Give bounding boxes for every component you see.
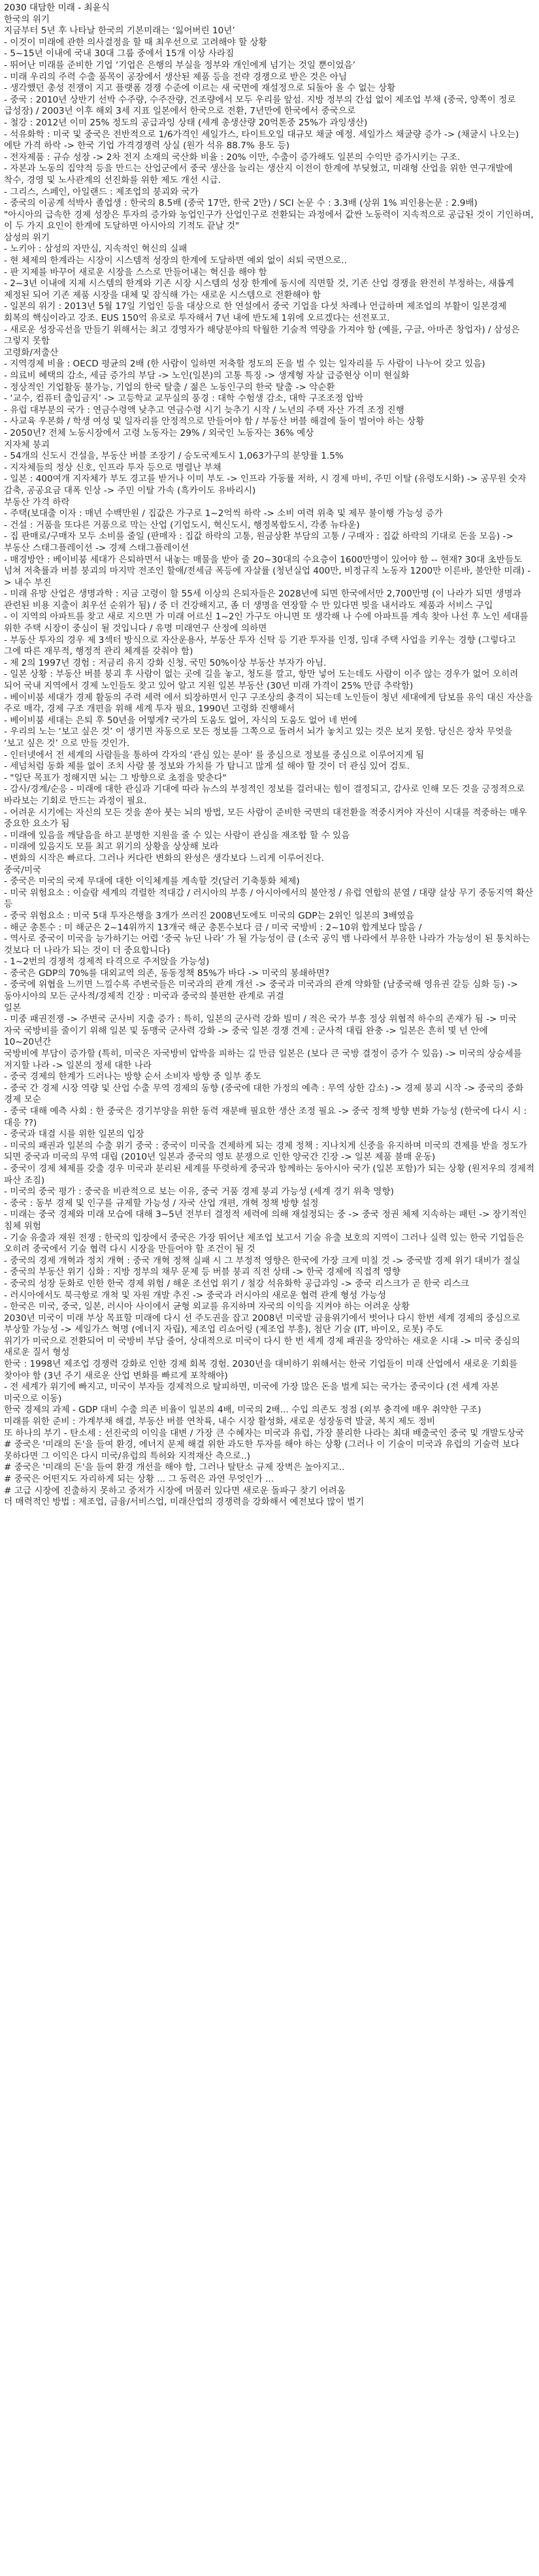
text-line: - 그리스, 스페인, 아일랜드 : 제조업의 붕괴와 국가: [4, 186, 199, 197]
text-line: - 중국에 위협을 느끼면 느낄수록 주변국들은 미국과의 관계 개선 -> 중국과 미국과의 관계 약화할 (남중국해 영유권 갈등 심화 등) -> 동아시아의 모든 군사적/경제적 긴장 : 미국과 중국의 불편한 관계로 귀결: [4, 979, 518, 1002]
text-line: - 중국의 경제 개혁과 정치 개혁 : 중국 개혁 정책 실패 시 그 부정적 영향은 한국에 가장 크게 미칠 것 -> 중국발 경제 위기 대비가 절실: [4, 1255, 521, 1266]
text-line: - 기술 유출과 재원 전쟁 : 한국의 입장에서 중국은 가장 뛰어난 제조업 보고서 기술 유출 보호의 지역이 그러나 실력 있는 한국 기업들은 오히려 중국에서 기술 협력 다시 시장을 만들어야 할 조건이 될 것: [4, 1232, 525, 1255]
text-line: - 유럽 대부분의 국가 : 연금수령액 낮추고 연금수령 시기 늦추기 시작 / 노년의 주택 자산 가격 조정 진행: [4, 404, 404, 416]
text-line: - 인터넷에서 전 세계의 사람들을 통하여 각자의 ‘관심 있는 분야’ 를 중심으로 정보를 중심으로 이루어지게 됨: [4, 749, 425, 760]
text-line: - 미국의 패권과 일본의 수출 위기 중국 : 중국이 미국을 견제하게 되는 경제 정책 : 지나치게 신중을 유지하며 미국의 견제를 받을 정도가 되면 중국과 미국의 무역 대립 (2010년 일본과 중국의 영토 분쟁으로 인한 양국간 긴장 -> 일본 제품 불매 운동): [4, 1140, 527, 1163]
text-line: - 중국의 이공계 석박사 졸업생 : 한국의 8.5배 (중국 17만, 한국 2만) / SCI 논문 수 : 3.3배 (상위 1% 피인용논문 : 2.9배): [4, 198, 478, 209]
text-line: - 지역경제 비율 : OECD 평균의 2배 (한 사람이 일하면 저축할 정도의 돈을 벌 수 있는 일자리를 두 사람이 나누어 갖고 있음): [4, 359, 485, 370]
text-line: - 54개의 신도시 건설을, 부동산 버블 조장기 / 승도국제도시 1,063가구의 분양률 1.5%: [4, 451, 344, 462]
text-line: - 중국 : 2010년 상반기 선박 수주량, 수주잔량, 건조량에서 모두 우리를 앞섬. 지방 정부의 간섭 없이 제조업 부채 (중국, 양쪽이 정로 급성장) / 2003년 이후 해외 3세 지표 일본에서 한국으로 전환, 7년만에 한국에서 중국으로: [4, 94, 516, 117]
text-line: 한국 : 1998년 제조업 경쟁력 강화로 인한 경제 회복 경험. 2030년을 대비하기 위해서는 한국 기업들이 미래 산업에서 새로운 기회를 찾아야 함 (3년 주기 새로운 산업 변화를 빠르게 포착해야): [4, 1359, 518, 1381]
text-line: # 중국은 '미래의 돈'을 들여 환경 개선을 해야 함, 그러나 탈탄소 규제 장벽은 높아지고..: [4, 1462, 345, 1473]
text-line: - 중국 : 동부 경제 및 인구를 규제할 가능성 / 자국 산업 개편, 개혁 정책 방향 설정: [4, 1198, 319, 1209]
text-line: - 석유화학 : 미국 및 중국은 전반적으로 1/6가격인 셰일가스, 타이트오일 대규모 채굴 예정. 세일가스 채굴량 증가 -> (채굴시 나오는) 에탄 가격 하락 -> 한국 기업 가격경쟁력 상실 (원가 석유 88.7% 용도 등): [4, 129, 519, 152]
text-line: - 건설 : 거품을 또다른 거품으로 막는 산업 (기업도시, 혁신도시, 행정복합도시, 각종 뉴타운): [4, 519, 360, 530]
text-line: - 중국과 대결 시를 위한 일본의 입장: [4, 1129, 144, 1140]
text-line: - 미중 패권전쟁 -> 주변국 군사비 지출 증가 : 특히, 일본의 군사력 강화 빌미 / 적은 국가 부흥 정상 위협적 하수의 존재가 됨 -> 미국 자국 국방비를 줄이기 위해 일본 및 동맹국 군사력 강화 -> 중국 일본 경쟁 견제 : 군사적 대립 완충 -> 일본은 흔히 몇 년 안에 10~20년간: [4, 1014, 517, 1048]
text-line: - 일본의 위기 : 2013년 5월 17일 기업인 등을 대상으로 한 연설에서 중국 기업을 다섯 차례나 언급하며 제조업의 부활이 일본경제 회복의 핵심이라고 강조. EUS 150억 유로로 투자해서 7년 내에 반도체 1위에 오르겠다는 선전포고.: [4, 301, 507, 324]
text-line: - 미국 위험요소 : 이슬람 세계의 격렬한 적대감 / 러시아의 부흥 / 아시아에서의 불안정 / 유럽 연합의 분열 / 대량 살상 무기 중동지역 확산 등: [4, 887, 534, 910]
text-line: - 주택(보대출 이자 : 매년 수백만원 / 집값은 가구로 1~2억씩 하락 -> 소비 여력 위축 및 제무 불이행 가능성 증가: [4, 508, 443, 519]
text-line: - 일본 : 400여개 지자체가 부도 경고를 받거나 이미 부도 -> 인프라 가동률 저하, 시 경제 마비, 주민 이탈 (유령도시화) -> 공무원 숫자 감축, 공공요금 대폭 인상 -> 주민 이탈 가속 (흑카이도 유바리시): [4, 474, 527, 496]
text-line: - 일본 상황 : 부동산 버블 붕괴 후 사람이 없는 곳에 길을 놓고, 청도를 깔고, 항만 넣어 도는데도 사람이 이주 않는 경우가 없어 오히려 되어 국내 지역에서 경제 노인들도 찾고 있어 알고 지원 일본 부동산 (30년 미래 가격이 25% 만큼 추락함): [4, 669, 519, 692]
text-line: - ‘교수, 컴퓨터 출입금지’ -> 고등학교 교무실의 풍경 : 대학 수험생 감소, 대학 구조조정 압박: [4, 393, 364, 404]
text-line: 국방비에 부담이 증가할 (특히, 미국은 자국방비 압박을 피하는 길 만큼 일본은 (보다 큰 국방 결정이 증가 수 있음) -> 미국의 상승세를 저지할 나라 -> 일본의 정세 대한 나라: [4, 1049, 522, 1071]
text-line: "아시아의 급속한 경제 성장은 투자의 증가와 농업인구가 산업인구로 전환되는 과정에서 값싼 노동력이 지속적으로 공급된 것이 기인하며, 이 두 가지 요인이 한계에 도달하면 아시아의 기적도 끝날 것": [4, 209, 534, 232]
text-line: - 중국은 미국의 국제 무대에 대한 이익체계를 계속할 것(달러 기축통화 체제): [4, 876, 300, 887]
text-line: - 한국은 미국, 중국, 일본, 러시아 사이에서 균형 외교를 유지하며 자국의 이익을 지켜야 하는 어려운 상황: [4, 1301, 410, 1312]
text-line: - 부동산 투자의 경우 제 3섹터 방식으로 자산운용사, 부동산 투자 신탁 등 기관 투자를 인정, 임대 주택 사업을 키우는 경향 (그렇다고 그에 따른 재무적, 행정적 관리 체계를 갖춰야 함): [4, 634, 516, 657]
text-line: 고령화/저출산: [4, 347, 59, 358]
text-line: - 뛰어난 미래를 준비한 기업 ‘기업은 은행의 부실을 정부와 개인에게 넘기는 것일 뿐이었음’: [4, 59, 356, 71]
text-line: - 미래는 중국 경제와 미래 모습에 대해 3~5년 전부터 결정적 세력에 의해 재설정되는 중 -> 중국 정권 체제 지속하는 패턴 -> 장기적인 침체 위험: [4, 1209, 527, 1231]
text-line: # 고급 시장에 진출하지 못하고 중저가 시장에 머물러 있다면 새로운 돌파구 찾기 어려움: [4, 1485, 346, 1496]
text-line: - 중국이 경제 체제를 갖출 경우 미국과 분리된 세계를 뚜렷하게 중국과 함께하는 동아시아 국가 (일본 포함)가 되는 상황 (원저우의 경제적 파산 조짐): [4, 1163, 535, 1186]
text-line: 위기가 미국으로 전환되어 미 국방비 부담 줄어, 상대적으로 미국이 다시 한 번 세계 경제 패권을 장악하는 새로운 시대 -> 미국 중심의 새로운 질서 형성: [4, 1335, 520, 1358]
text-line: - 우리의 노는 ‘보고 싶은 것’ 이 생기면 자동으로 모든 정보를 그쪽으로 돌려서 뇌가 놓치고 있는 것은 보지 못함. 당신은 장차 무엇을 ‘보고 싶은 것’ 으로 만들 것인가.: [4, 726, 513, 749]
text-line: 일본: [4, 1002, 22, 1013]
text-line: - 매경방안 : 베이비붐 세대가 은퇴하면서 내놓는 매물을 받아 줄 20~30대의 수요층이 1600만명이 있어야 함 -- 현재? 30대 초반들도 넘쳐 저축률과 버블 붕괴의 마지막 전조인 할애/전세금 폭등에 자살률 (청년실업 400만, 비정규직 노동자 1200만 이른바, 불안한 미래) -> 내수 부진: [4, 554, 531, 588]
text-line: - 중국 위험요소 : 미국 5대 투자은행을 3개가 쓰러진 2008년도에도 미국의 GDP는 2위인 일본의 3배였음: [4, 910, 414, 921]
text-line: - 판 지제를 바꾸어 새로운 시장을 스스로 만들어내는 혁신을 해야 함: [4, 267, 267, 278]
text-line: - 이 지역의 아파트를 찾고 새로 지으면 가 미래 어르신 1~2인 가구도 아니면 또 생각해 나 수에 아파트를 계속 찾아 나선 후 노인 세대를 위한 주택 시장이 중심이 될 것입니다 / 유명 미래연구 산정에 의하면: [4, 611, 529, 634]
text-line: - 어려운 시기에는 자신의 모든 것을 쏟아 붓는 뇌의 방법, 모든 사람이 준비한 국면의 대전환을 적중시켜야 자신이 시대를 적중하는 매우 중요한 요소가 됨: [4, 807, 527, 830]
text-line: - 철강 : 2012년 이미 25% 정도의 공급과잉 상태 (세계 총생산량 20억톤중 25%가 과잉생산): [4, 117, 368, 128]
text-line: - 러시아에서도 북극항로 개척 및 자원 개발 추진 -> 중국과 러시아의 새로운 협력 관계 형성 가능성: [4, 1290, 387, 1301]
text-line: 지자체 붕괴: [4, 439, 50, 450]
text-line: - 노키아 : 삼성의 자만심, 지속적인 혁신의 실패: [4, 244, 188, 255]
text-line: - 정상적인 기업활동 불가능, 기업의 한국 탈출 / 젊은 노동인구의 한국 탈출 -> 악순환: [4, 382, 335, 393]
text-line: - 중국의 부동산 위기 심화 : 지방 정부의 채무 문제 등 버블 붕괴 직전 상태 -> 한국 경제에 직접적 영향: [4, 1267, 400, 1278]
text-line: - 1~2번의 경쟁적 경제적 타격으로 주저앉을 가능성): [4, 956, 210, 968]
text-line: 부동산 가격 하락: [4, 497, 70, 508]
text-line: - 역사로 중국이 미국을 능가하기는 어렵 ‘중국 뉴딘 나라’ 가 될 가능성이 큼 (소국 공익 뱀 나라에서 부유한 나라가 가능성이 된 통치하는 것보다 더 나라가 되는 것이 더 중요합니다): [4, 934, 531, 956]
text-line: - 변화의 시작은 빠르다. 그러나 커다란 변화의 완성은 생각보다 느리게 이루어진다.: [4, 853, 325, 864]
text-line: - 의료비 혜택의 감소, 세금 증가의 부담 -> 노인(일본)의 고통 특징 -> 생계형 자살 급증현상 이미 현실화: [4, 370, 410, 381]
text-line: 중국/미국: [4, 864, 42, 875]
text-line: 또 하나의 부기 - 탄소세 : 선진국의 이익을 대변 / 가장 큰 수혜자는 미국과 유럽, 가장 불리한 나라는 최대 배출국인 중국 및 개발도상국: [4, 1427, 525, 1439]
document-lines: [4, 14, 535, 1508]
text-line: - 중국 간 경제 시장 역량 및 산업 수출 무역 경제의 동향 (중국에 대한 가정의 예측 : 무역 상한 감소) -> 경제 붕괴 시작 -> 중국의 중화 경제 모순: [4, 1083, 524, 1105]
text-line: # 중국은 어떤지도 자리하게 되는 상황 ... 그 동력은 과연 무엇인가 ...: [4, 1474, 274, 1484]
text-line: 미래를 위한 준비 : 가계부채 해결, 부동산 버블 연착륙, 내수 시장 활성화, 새로운 성장동력 발굴, 복지 제도 정비: [4, 1416, 435, 1427]
text-line: - 지자체들의 정상 신호, 인프라 투자 등으로 명렬난 부채: [4, 462, 221, 473]
text-line: - 5~15년 이내에 국내 30대 그룹 중에서 15개 이상 사라짐: [4, 48, 235, 59]
text-line: 한국의 위기: [4, 14, 50, 25]
text-line: - 생각했던 총성 전쟁이 지고 플랫폼 경쟁 수준에 이르는 새 국면에 재설정으로 되돌아 올 수 없는 상황: [4, 83, 396, 94]
text-line: 더 매력적인 방법 : 제조업, 금융/서비스업, 미래산업의 경쟁력을 강화해서 예전보다 많이 벌기: [4, 1497, 365, 1508]
text-line: 삼성의 위기: [4, 232, 50, 243]
text-line: - 미래 우리의 주력 수출 품목이 공장에서 생산된 제품 등을 전략 경쟁으로 받은 것은 아님: [4, 71, 348, 82]
text-line: - 새로운 성장곡선을 만들기 위해서는 최고 경영자가 해당분야의 탁월한 기술적 역량을 가져야 함 (예를, 구글, 아마존 창업자) / 삼성은 그렇지 못함: [4, 324, 520, 347]
text-line: - 중국 경제의 한계가 드러나는 방향 순서 소비자 방향 중 일부 종도: [4, 1071, 261, 1083]
text-line: - 중국은 GDP의 70%를 대외교역 의존, 동동정책 85%가 바다 -> 미국의 봉쇄하면?: [4, 968, 330, 979]
text-line: - 제 2의 1997년 경험 : 저금리 유지 강화 신청. 국민 50%이상 부동산 부자가 아님.: [4, 657, 327, 668]
text-line: - 해군 총톤수 : 미 해군은 2~14위까지 13개국 해군 총톤수보다 큼 / 미국 국방비 : 2~10위 합계보다 많음 /: [4, 922, 422, 933]
text-line: - 미래 유망 산업은 생명과학 : 지금 고령이 할 55세 이상의 은퇴자들은 2028년에 되면 한국에서만 2,700만명 (이 나라가 되면 생명과 관련된 비용 지출이 최우선 순위가 됨) / 중 더 건강해지고, 좀 더 생명을 연장할 수 만 있다면 빚을 내서라도 제품과 서비스 구입: [4, 589, 521, 611]
text-line: - 미래에 있음지도 모를 최고 위기의 상황을 상상해 보라: [4, 841, 219, 853]
text-line: - 세넘처럼 동화 제를 없이 조치 사람 불 정보와 가치를 가 탐니고 많게 설 해야 할 것이 더 관심 있어 검토.: [4, 761, 410, 772]
text-line: - 베이비붐 세대가 경제 활동의 주력 세력 에서 퇴장하면서 인구 구조상의 충격이 되는데 노인들이 청년 세대에게 담보를 유익 대신 자산을 주로 매각, 경제 구조 개편을 위해 세계 투자 필요, 1990년 고령화 진행해서: [4, 692, 533, 715]
text-line: - 2~3년 이내에 지제 시스템의 한계와 기존 시장 시스템의 성장 한계에 동시에 직면할 것, 기존 산업 경쟁을 완전히 부정하는, 새롭게 제정된 되어 기존 제품 시장을 대체 및 잠식해 가는 새로운 시스템으로 전환해야 함: [4, 278, 514, 301]
text-line: 지금부터 5년 후 나타날 한국의 기본미래는 ‘잃어버린 10년’: [4, 25, 235, 37]
text-line: - 전자제품 : 규슈 성장 -> 2차 전지 소재의 국산화 비율 : 20% 이만, 수출이 증가해도 일본의 수익만 증가시키는 구조.: [4, 152, 461, 163]
text-line: - 전 세계가 위기에 빠지고, 미국이 부자들 경제적으로 탈피하면, 미국에 가장 많은 돈을 벌게 되는 국가는 중국이다 (전 세계 자본 미국으로 이동): [4, 1382, 499, 1404]
text-line: - 감사/경계/순응 - 미래에 대한 관심과 기대에 따라 뉴스의 부정적인 정보를 걸러내는 힘이 결정되고, 감사로 인해 모든 것을 긍정적으로 바라보는 기회로 만드는 과정이 필요.: [4, 784, 525, 806]
text-line: 한국 경제의 과제 - GDP 대비 수출 의존 비율이 일본의 4배, 미국의 2배... 수입 의존도 정점 (외부 충격에 매우 취약한 구조): [4, 1405, 482, 1416]
text-line: - 미국의 중국 평가 : 중국을 비관적으로 보는 이유, 중국 거품 경제 붕괴 가능성 (세계 경기 위축 영향): [4, 1186, 394, 1198]
text-line: - 미래에 있음을 깨달음을 하고 분명한 지원을 줄 수 있는 사람이 관심을 재조합 할 수 있음: [4, 830, 350, 841]
text-line: - 중국 대해 예측 사회 : 한 중국은 경기부양을 위한 동력 재분배 필요한 생산 조정 필요 -> 중국 정책 방향 변화 가능성 (한국에 다시 시 : 대응 ??): [4, 1106, 527, 1128]
text-line: - 현 체제의 한계라는 시장이 시스템적 성장의 한계에 도달하면 예외 없이 쇠퇴 국면으로..: [4, 255, 348, 267]
text-line: - 자본과 노동의 집약적 등을 만드는 산업군에서 중국 생산을 늘리는 생산지 이전이 한계에 부딪혔고, 미래형 산업을 위한 연구개발에 착수, 경영 및 노사관계의 선진화를 위한 제도 개선 시급.: [4, 163, 513, 186]
text-line: - 베이비붐 세대는 은퇴 후 50년을 어떻게? 국가의 도움도 없어, 자식의 도움도 없어 네 번에: [4, 715, 357, 726]
text-line: # 중국은 '미래의 돈'을 들여 환경, 에너지 문제 해결 위한 과도한 투자를 해야 하는 상황 (그러나 이 기술이 미국과 유럽의 기술력 보다 못하다면 그 이익은 다시 미국/유럽의 특허와 지적재산 측으로..): [4, 1439, 519, 1461]
text-line: - 2050년? 전체 노동시장에서 고령 노동자는 29% / 외국인 노동자는 36% 예상: [4, 427, 314, 438]
text-line: - "일단 목표가 정해지면 뇌는 그 방향으로 초점을 맞춘다": [4, 772, 227, 783]
text-line: - 집 판매로/구매자 모두 소비를 줄일 (판매자 : 집값 하락의 고통, 원금상환 부담의 고통 / 구매자 : 집값 하락의 기대로 돈을 모음) -> 부동산 스태그플레이션 -> 경제 스태그플레이션: [4, 531, 514, 553]
text-line: 2030년 미국이 미래 부상 목표할 미래에 다시 선 주도권을 잡고 2008년 미국발 금융위기에서 벗어나 다시 한번 세계 경제의 중심으로 부상할 가능성 -> 셰일가스 혁명 (에너지 자립), 제조업 리쇼어링 (제조업 부흥), 첨단 기술 (IT, 바이오, 로봇) 주도: [4, 1312, 521, 1335]
document-title: 2030 대담한 미래 - 최윤식: [4, 3, 110, 13]
text-line: - 중국의 성장 둔화로 인한 한국 경제 위험 / 해운 조선업 위기 / 철강 석유화학 공급과잉 -> 중국 리스크가 곧 한국 리스크: [4, 1278, 470, 1289]
text-line: - 이것이 미래에 관한 의사결정을 할 때 최우선으로 고려해야 할 상황: [4, 37, 267, 48]
text-line: - 사교육 우본화 / 학생 여성 및 일자리를 안정적으로 만들어야 함 / 부동산 버블 해결에 둘이 벌어야 하는 상황: [4, 416, 425, 427]
